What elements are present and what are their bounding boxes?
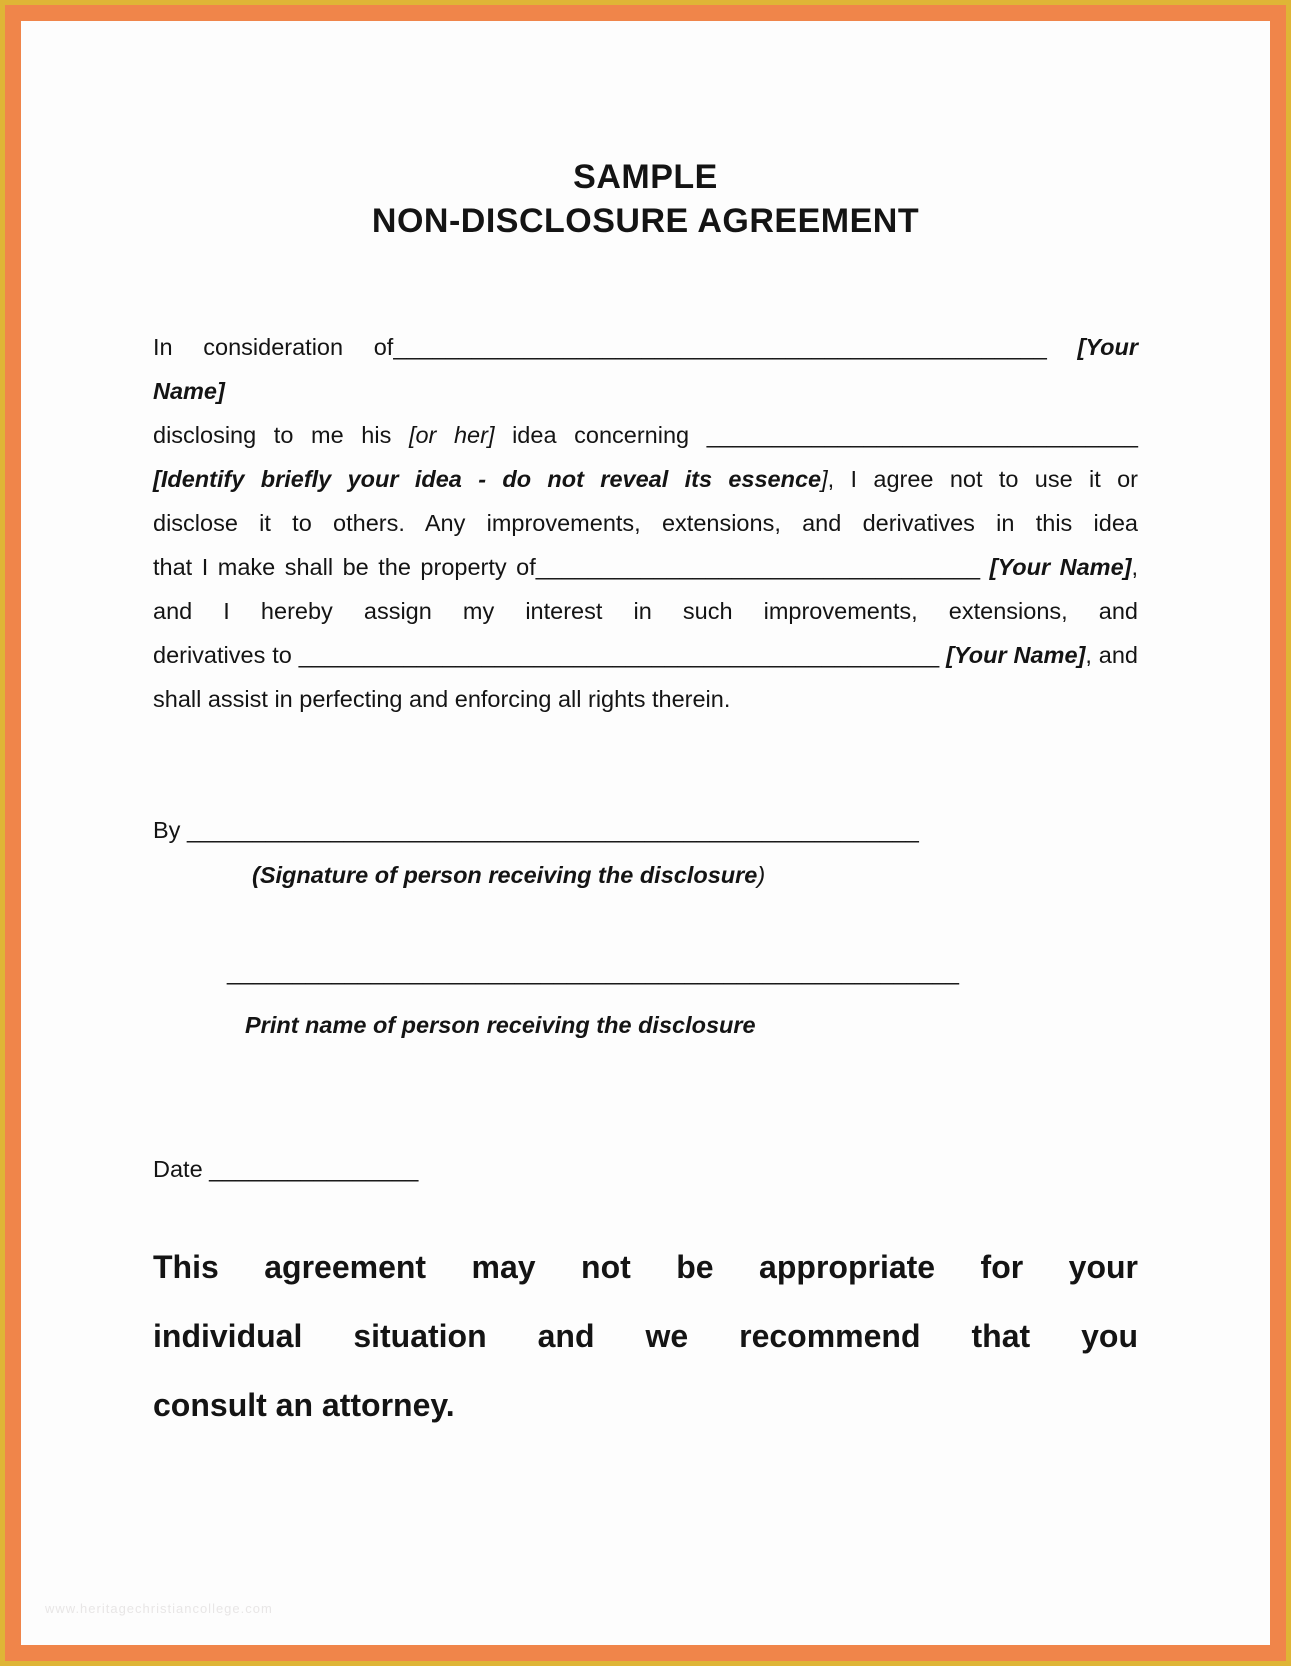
watermark-url: www.heritagechristiancollege.com <box>45 1601 273 1616</box>
paragraph-line <box>153 325 1138 413</box>
caption-bracket: ) <box>757 862 766 888</box>
body-text: disclose it to others. Any improvements, extensions, and derivatives in this idea <box>153 510 1138 536</box>
fill-in-blank: __________________________________________________ <box>393 334 1047 360</box>
body-text: In consideration of <box>153 334 394 360</box>
document-title-sample: SAMPLE <box>573 158 718 196</box>
body-text: , and <box>1085 642 1138 668</box>
body-text: shall assist in perfecting and enforcing all rights therein. <box>153 686 731 712</box>
idea-instruction-bracket: ] <box>821 466 828 492</box>
paragraph-line <box>153 457 1138 501</box>
paragraph-line <box>153 1371 1138 1440</box>
by-signature-line <box>153 808 1138 852</box>
paragraph-line <box>153 1302 1138 1371</box>
body-text: disclosing to me his <box>153 422 409 448</box>
document-title <box>153 155 1138 243</box>
body-text: By <box>153 817 187 843</box>
signature-blank: ________________________________________________________ <box>186 817 919 843</box>
document-title-main: NON-DISCLOSURE AGREEMENT <box>371 202 920 240</box>
print-name-blank: ________________________________________________________ <box>227 959 959 985</box>
signature-caption <box>252 853 765 897</box>
idea-instruction: [Identify briefly your idea - do not reveal its essence <box>153 466 822 492</box>
paragraph-line <box>153 1233 1138 1302</box>
body-text: that I make shall be the property of <box>153 554 536 580</box>
your-name-placeholder: [Your Name] <box>153 334 1138 404</box>
fill-in-blank: _________________________________________________ <box>298 642 940 668</box>
paragraph-line <box>153 633 1138 677</box>
disclaimer-text: individual situation and we recommend that you <box>153 1318 1138 1354</box>
body-text: and I hereby assign my interest in such improvements, extensions, and <box>153 598 1138 624</box>
fill-in-blank: _________________________________ <box>706 422 1138 448</box>
body-text: idea concerning <box>494 422 707 448</box>
paragraph-line <box>153 501 1138 545</box>
body-text: Date <box>153 1156 210 1182</box>
print-name-caption: Print name of person receiving the disclosure <box>245 1012 756 1038</box>
paragraph-line <box>153 413 1138 457</box>
fill-in-blank: __________________________________ <box>535 554 981 580</box>
body-text <box>980 554 990 580</box>
document-page <box>21 21 1270 1645</box>
date-blank: ________________ <box>209 1156 419 1182</box>
body-text: , I agree not to use it or <box>827 466 1138 492</box>
disclaimer-paragraph <box>153 1233 1138 1440</box>
body-text <box>1047 334 1078 360</box>
disclaimer-text: consult an attorney. <box>153 1387 455 1423</box>
your-name-placeholder: [Your Name] <box>946 642 1086 668</box>
print-name-line <box>227 950 959 994</box>
your-name-placeholder: [Your Name] <box>989 554 1132 580</box>
agreement-paragraph <box>153 325 1138 721</box>
date-line <box>153 1147 1138 1191</box>
page-border-inner <box>5 5 1286 1661</box>
body-text: derivatives to <box>153 642 299 668</box>
paragraph-line <box>153 589 1138 633</box>
caption-text: (Signature of person receiving the disclosure <box>252 862 758 888</box>
or-her-note: [or her] <box>408 422 495 448</box>
disclaimer-text: This agreement may not be appropriate for your <box>153 1249 1138 1285</box>
body-text: , <box>1131 554 1139 580</box>
paragraph-line <box>153 677 1138 721</box>
paragraph-line <box>153 545 1138 589</box>
